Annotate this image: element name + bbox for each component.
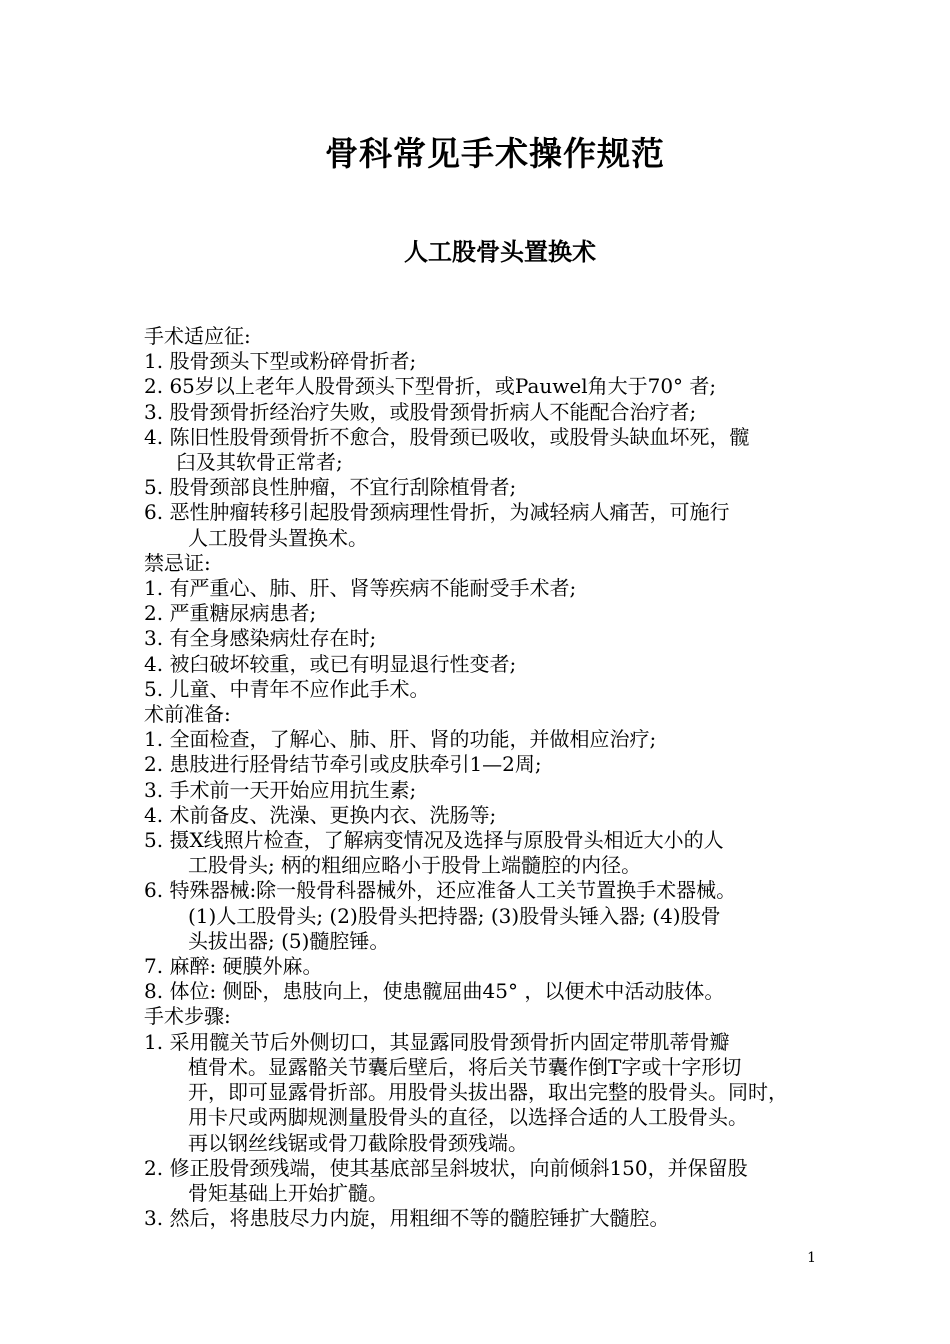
text-line: 植骨术。显露骼关节囊后壁后，将后关节囊作倒T字或十字形切 <box>188 1054 742 1079</box>
text-line: 4. 被臼破坏较重，或已有明显退行性变者; <box>144 651 517 676</box>
page-number: 1 <box>807 1250 816 1266</box>
section-title: 人工股骨头置换术 <box>404 238 596 266</box>
text-line: 2. 修正股骨颈残端，使其基底部呈斜坡状，向前倾斜150，并保留股 <box>144 1155 748 1180</box>
text-line: 1. 股骨颈头下型或粉碎骨折者; <box>144 349 417 374</box>
text-line: 1. 有严重心、肺、肝、肾等疾病不能耐受手术者; <box>144 576 577 601</box>
text-line: 用卡尺或两脚规测量股骨头的直径，以选择合适的人工股骨头。 <box>188 1105 748 1130</box>
text-line: 再以钢丝线锯或骨刀截除股骨颈残端。 <box>188 1130 528 1155</box>
text-line: 禁忌证: <box>144 550 211 575</box>
text-line: 3. 有全身感染病灶存在时; <box>144 626 377 651</box>
text-line: (1)人工股骨头; (2)股骨头把持器; (3)股骨头锤入器; (4)股骨 <box>188 903 721 928</box>
text-line: 术前准备: <box>144 702 231 727</box>
text-line: 1. 全面检查，了解心、肺、肝、肾的功能，并做相应治疗; <box>144 727 657 752</box>
text-line: 头拔出器; (5)髓腔锤。 <box>188 928 390 953</box>
text-line: 3. 股骨颈骨折经治疗失败，或股骨颈骨折病人不能配合治疗者; <box>144 399 697 424</box>
text-line: 工股骨头; 柄的粗细应略小于股骨上端髓腔的内径。 <box>188 853 642 878</box>
document-body <box>144 324 816 1231</box>
text-line: 6. 特殊器械:除一般骨科器械外，还应准备人工关节置换手术器械。 <box>144 878 737 903</box>
text-line: 5. 股骨颈部良性肿瘤，不宜行刮除植骨者; <box>144 475 517 500</box>
document-title: 骨科常见手术操作规范 <box>325 134 665 173</box>
text-line: 5. 摄X线照片检查，了解病变情况及选择与原股骨头相近大小的人 <box>144 828 724 853</box>
text-line: 8. 体位: 侧卧，患肢向上，使患髋屈曲45° ，以便术中活动肢体。 <box>144 979 725 1004</box>
text-line: 2. 65岁以上老年人股骨颈头下型骨折，或Pauwel角大于70° 者; <box>144 374 717 399</box>
text-line: 2. 严重糖尿病患者; <box>144 601 317 626</box>
text-line: 骨矩基础上开始扩髓。 <box>188 1180 388 1205</box>
text-line: 6. 恶性肿瘤转移引起股骨颈病理性骨折，为减轻病人痛苦，可施行 <box>144 500 730 525</box>
text-line: 3. 手术前一天开始应用抗生素; <box>144 777 417 802</box>
text-line: 1. 采用髋关节后外侧切口，其显露同股骨颈骨折内固定带肌蒂骨瓣 <box>144 1029 730 1054</box>
text-line: 手术步骤: <box>144 1004 231 1029</box>
text-line: 3. 然后，将患肢尽力内旋，用粗细不等的髓腔锤扩大髓腔。 <box>144 1206 670 1231</box>
text-line: 人工股骨头置换术。 <box>188 525 368 550</box>
text-line: 4. 术前备皮、洗澡、更换内衣、洗肠等; <box>144 802 497 827</box>
text-line: 开，即可显露骨折部。用股骨头拔出器，取出完整的股骨头。同时， <box>188 1080 788 1105</box>
text-line: 5. 儿童、中青年不应作此手术。 <box>144 676 430 701</box>
text-line: 2. 患肢进行胫骨结节牵引或皮肤牵引1—2周; <box>144 752 542 777</box>
text-line: 手术适应征: <box>144 324 251 348</box>
text-line: 7. 麻醉: 硬膜外麻。 <box>144 954 323 979</box>
text-line: 4. 陈旧性股骨颈骨折不愈合，股骨颈已吸收，或股骨头缺血坏死，髋 <box>144 424 750 449</box>
text-line: 臼及其软骨正常者; <box>176 450 343 475</box>
